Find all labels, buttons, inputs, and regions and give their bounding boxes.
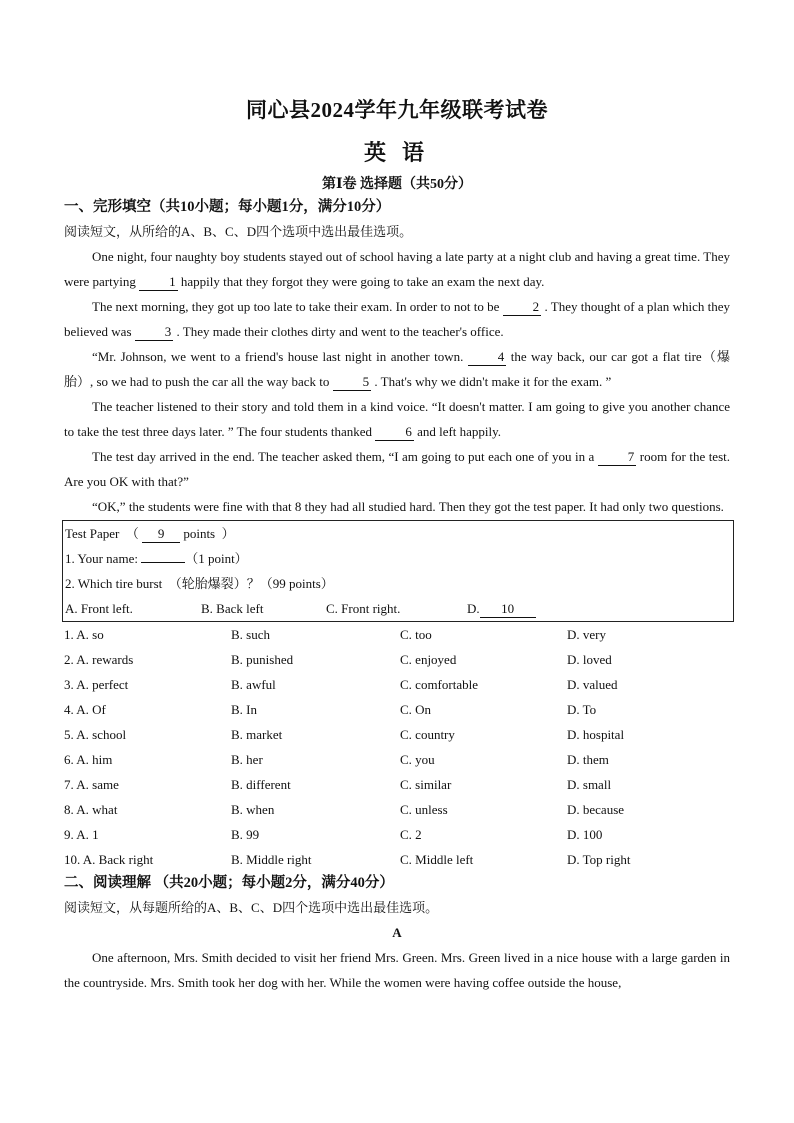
- question-row: 6. A. him B. her C. you D. them: [64, 752, 609, 767]
- test-option-a: A. Front left.: [65, 601, 133, 616]
- blank-7: 7: [598, 449, 637, 466]
- question-row: 5. A. school B. market C. country D. hospital: [64, 727, 625, 742]
- reading-paragraph-1: One afternoon, Mrs. Smith decided to visit her friend Mrs. Green. Mrs. Green lived in a nice house with a large garden in the countryside. Mrs. Smith took her dog with her. While the women were having coffee outside the house,: [64, 950, 730, 990]
- question-row: 2. A. rewards B. punished C. enjoyed D. loved: [64, 652, 612, 667]
- section1-instruction: 阅读短文，从所给的A、B、C、D四个选项中选出最佳选项。: [64, 224, 413, 239]
- test-paper-options: [65, 596, 733, 621]
- cloze-paragraph-1: One night, four naughty boy students stayed out of school having a late party at a night club and having a great time. They were partying 1 happily that they forgot they were going to take an exam the next day.: [64, 249, 730, 289]
- blank-5: 5: [333, 374, 372, 391]
- blank-1: 1: [139, 274, 178, 291]
- part-heading: 第Ⅰ卷 选择题（共50分）: [321, 177, 473, 192]
- test-option-d: D. 10: [467, 596, 536, 621]
- exam-title: 同心县2024学年九年级联考试卷: [246, 98, 548, 122]
- test-option-b: B. Back left: [201, 601, 264, 616]
- blank-10: 10: [480, 601, 536, 618]
- question-row: 10. A. Back right B. Middle right C. Middle left D. Top right: [64, 852, 631, 867]
- question-row: 9. A. 1 B. 99 C. 2 D. 100: [64, 827, 603, 842]
- question-row: 7. A. same B. different C. similar D. small: [64, 777, 612, 792]
- question-row: 8. A. what B. when C. unless D. because: [64, 802, 625, 817]
- test-paper-box: [62, 520, 734, 622]
- blank-4: 4: [468, 349, 507, 366]
- blank-9: 9: [142, 526, 180, 543]
- cloze-paragraph-4: The teacher listened to their story and told them in a kind voice. “It doesn't matter. I am going to give you another chance to take the test three days later. ” The four students thanked 6 and left happily.: [64, 399, 730, 439]
- cloze-paragraph-2: The next morning, they got up too late to take their exam. In order to not to be 2 . They thought of a plan which they believed was 3 . They made their clothes dirty and went to the teacher's office.: [64, 299, 730, 339]
- passage-label: A: [392, 925, 402, 940]
- cloze-paragraph-3: “Mr. Johnson, we went to a friend's house last night in another town. 4 the way back, our car got a flat tire（爆胎）, so we had to push the car all the way back to 5 . That's why we didn't make it for the exam. ”: [64, 349, 731, 389]
- blank-2: 2: [503, 299, 542, 316]
- cloze-options: [64, 622, 730, 872]
- question-row: 4. A. Of B. In C. On D. To: [64, 702, 597, 717]
- section2-instruction: 阅读短文，从每题所给的A、B、C、D四个选项中选出最佳选项。: [64, 900, 439, 915]
- blank-3: 3: [135, 324, 174, 341]
- question-row: 3. A. perfect B. awful C. comfortable D. valued: [64, 677, 618, 692]
- name-blank: [141, 562, 185, 563]
- test-option-c: C. Front right.: [326, 601, 401, 616]
- section2-heading: 二、阅读理解 （共20小题；每小题2分，满分40分）: [64, 875, 394, 891]
- subject-title: 英语: [363, 140, 440, 165]
- blank-6: 6: [375, 424, 414, 441]
- test-paper-title: Test Paper （ 9 points ）: [65, 526, 235, 541]
- question-row: 1. A. so B. such C. too D. very: [64, 627, 606, 642]
- exam-body: [64, 196, 730, 995]
- cloze-paragraph-6: “OK,” the students were fine with that 8 they had all studied hard. Then they got the test paper. It had only two questions.: [92, 499, 724, 514]
- test-paper-question-2: 2. Which tire burst （轮胎爆裂）？（99 points）: [65, 576, 334, 591]
- cloze-paragraph-5: The test day arrived in the end. The teacher asked them, “I am going to put each one of you in a 7 room for the test. Are you OK with that?”: [64, 449, 730, 489]
- section1-heading: 一、完形填空（共10小题；每小题1分，满分10分）: [64, 199, 391, 215]
- test-paper-question-1: 1. Your name: （1 point）: [65, 551, 248, 566]
